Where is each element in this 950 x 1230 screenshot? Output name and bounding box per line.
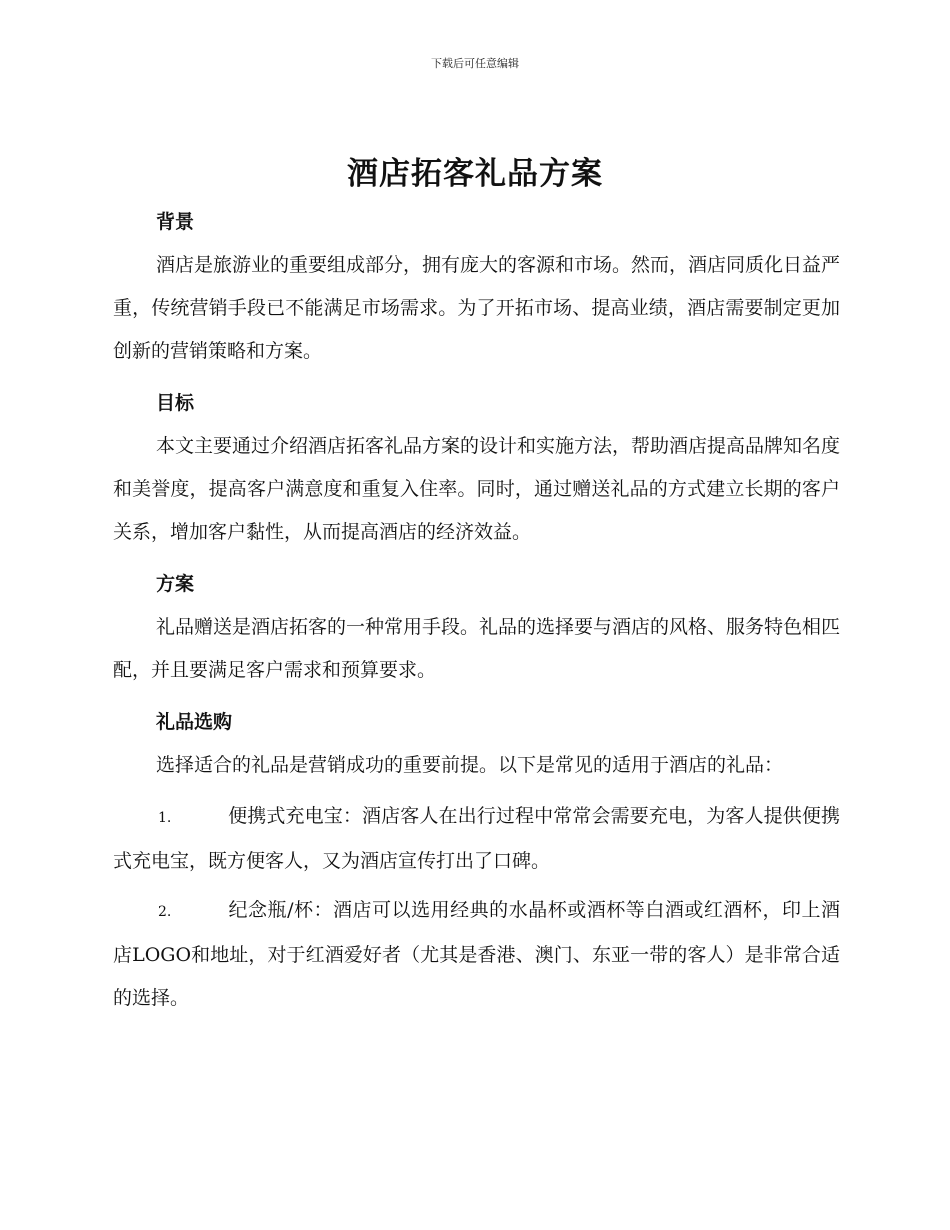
section-heading-background: 背景 [156,211,195,233]
list-item-number: 2. [158,904,172,920]
list-item [113,889,840,1020]
list-item-number: 1. [158,810,172,826]
section-heading-goal: 目标 [156,392,195,414]
section-heading-plan: 方案 [156,573,195,595]
section-paragraph-gift-selection: 选择适合的礼品是营销成功的重要前提。以下是常见的适用于酒店的礼品： [156,754,784,776]
list-item-text: 纪念瓶/杯：酒店可以选用经典的水晶杯或酒杯等白酒或红酒杯，印上酒店LOGO和地址，对于红酒爱好者（尤其是香港、澳门、东亚一带的客人）是非常合适的选择。 [113,899,840,1009]
section-paragraph-background: 酒店是旅游业的重要组成部分，拥有庞大的客源和市场。然而，酒店同质化日益严重，传统营销手段已不能满足市场需求。为了开拓市场、提高业绩，酒店需要制定更加创新的营销策略和方案。 [113,254,841,362]
document-title: 酒店拓客礼品方案 [347,156,603,192]
list-item-text: 便携式充电宝：酒店客人在出行过程中常常会需要充电，为客人提供便携式充电宝，既方便客人，又为酒店宣传打出了口碑。 [113,805,840,872]
section-paragraph-goal: 本文主要通过介绍酒店拓客礼品方案的设计和实施方法，帮助酒店提高品牌知名度和美誉度，提高客户满意度和重复入住率。同时，通过赠送礼品的方式建立长期的客户关系，增加客户黏性，从而提高酒店的经济效益。 [113,435,841,543]
header-note: 下载后可任意编辑 [431,57,519,70]
section-heading-gift-selection: 礼品选购 [156,711,233,733]
document-body [113,200,840,1026]
list-item [113,795,840,883]
section-paragraph-plan: 礼品赠送是酒店拓客的一种常用手段。礼品的选择要与酒店的风格、服务特色相匹配，并且要满足客户需求和预算要求。 [113,616,841,681]
